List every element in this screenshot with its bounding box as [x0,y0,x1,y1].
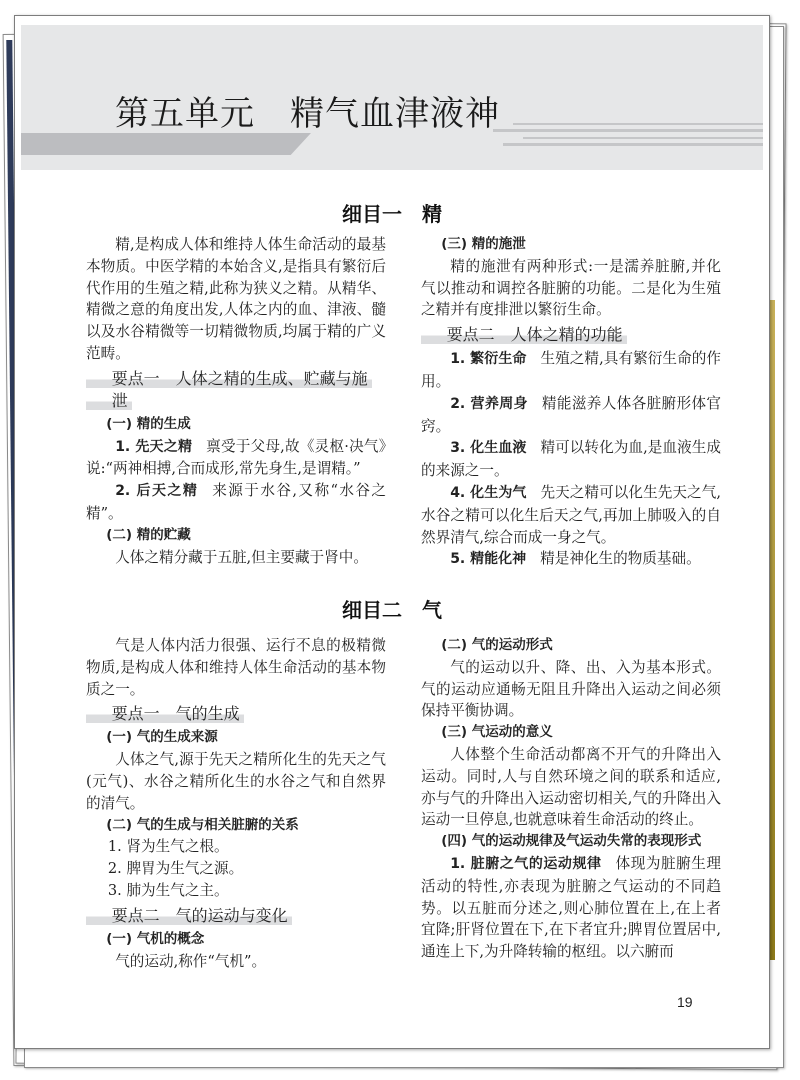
numbered-item [421,393,721,438]
list-item: 3. 肺为生气之主。 [107,881,229,899]
item-label: 3. 化生血液 [450,440,527,457]
right-column [421,635,721,963]
paragraph: 人体之气,源于先天之精所化生的先天之气(元气)、水谷之精所化生的水谷之气和自然界的清气。 [86,751,386,812]
subheading: (四) 气的运动规律及气运动失常的表现形式 [441,833,702,850]
left-column [86,234,386,568]
item-label: 4. 化生为气 [450,484,527,501]
page-number: 19 [677,994,693,1010]
banner-stripe [493,129,763,132]
paragraph: 人体整个生命活动都离不开气的升降出入运动。同时,人与自然环境之间的联系和适应,亦与气的升降出入运动密切相关,气的升降出入运动一旦停息,也就意味着生命活动的终止。 [421,745,721,829]
item-label: 2. 营养周身 [450,395,528,412]
banner-bar [21,133,311,155]
unit-title: 第五单元 精气血津液神 [115,94,500,134]
numbered-item [86,436,386,481]
item-label: 1. 脏腑之气的运动规律 [450,855,602,872]
numbered-item [421,437,721,482]
left-column [86,635,386,972]
section-title: 细目二 气 [342,598,442,622]
banner-stripe [503,143,763,146]
numbered-item [421,348,721,393]
key-point-text: 要点二 气的运动与变化 [86,906,292,925]
item-text: 精能滋养人体各脏腑形体官窍。 [421,394,721,435]
item-text: 生殖之精,具有繁衍生命的作用。 [421,350,722,390]
subheading: (二) 气的运动形式 [441,637,553,653]
numbered-item [421,853,721,963]
list-item: 1. 肾为生气之根。 [107,838,229,856]
key-point-text: 要点二 人体之精的功能 [421,325,627,344]
list-item: 2. 脾胃为生气之源。 [107,860,244,878]
paragraph: 气是人体内活力很强、运行不息的极精微物质,是构成人体和维持人体生命活动的基本物质之一。 [86,637,386,698]
key-point-heading [86,905,386,927]
item-label: 2. 后天之精 [115,483,199,500]
item-label: 1. 先天之精 [115,438,193,455]
key-point-heading [86,368,386,412]
numbered-item [421,482,721,548]
item-text: 禀受于父母,故《灵枢·决气》说:“两神相搏,合而成形,常先身生,是谓精。” [86,437,386,478]
item-label: 5. 精能化神 [450,551,527,568]
banner-stripe [513,123,763,125]
item-label: 1. 繁衍生命 [450,351,527,368]
numbered-item [86,480,386,525]
subheading: (一) 气机的概念 [106,930,205,947]
subheading: (二) 气的生成与相关脏腑的关系 [106,816,299,833]
key-point-text: 要点一 气的生成 [86,704,244,723]
paragraph: 人体之精分藏于五脏,但主要藏于肾中。 [115,548,368,566]
subheading: (三) 精的施泄 [441,236,526,252]
item-text: 来源于水谷,又称“水谷之精”。 [86,482,386,522]
paragraph: 精,是构成人体和维持人体生命活动的最基本物质。中医学精的本始含义,是指具有繁衍后代作用的生殖之精,此称为狭义之精。从精华、精微之意的角度出发,人体之内的血、津液、髓以及水谷精微等一切精微物质,均属于精的广义范畴。 [86,236,386,362]
banner-stripe [523,137,763,139]
paragraph: 气的运动,称作“气机”。 [115,952,267,970]
paragraph: 精的施泄有两种形式:一是濡养脏腑,并化气以推动和调控各脏腑的功能。二是化为生殖之精并有度排泄以繁衍生命。 [421,257,721,319]
item-text: 精是神化生的物质基础。 [540,550,701,568]
numbered-item [421,548,721,571]
item-text: 先天之精可以化生先天之气,水谷之精可以化生后天之气,再加上肺吸入的自然界清气,综合而成一身之气。 [421,483,722,546]
item-text: 体现为脏腑生理活动的特性,亦表现为脏腑之气运动的不同趋势。以五脏而分述之,则心肺位置在上,在上者宜降;肝肾位置在下,在下者宜升;脾胃位置居中,通连上下,为升降转输的枢纽。以六腑而 [421,854,721,961]
book-page [14,15,770,1049]
key-point-heading [421,324,721,346]
subheading: (三) 气运动的意义 [441,724,553,741]
subheading: (一) 气的生成来源 [106,729,218,746]
key-point-text: 要点一 人体之精的生成、贮藏与施泄 [86,369,372,410]
item-text: 精可以转化为血,是血液生成的来源之一。 [421,439,722,480]
right-column [421,234,721,571]
subheading: (二) 精的贮藏 [106,526,191,543]
paragraph: 气的运动以升、降、出、入为基本形式。气的运动应通畅无阻且升降出入运动之间必须保持平衡协调。 [421,658,721,720]
subheading: (一) 精的生成 [106,415,191,432]
key-point-heading [86,703,386,725]
section-title: 细目一 精 [342,202,442,226]
